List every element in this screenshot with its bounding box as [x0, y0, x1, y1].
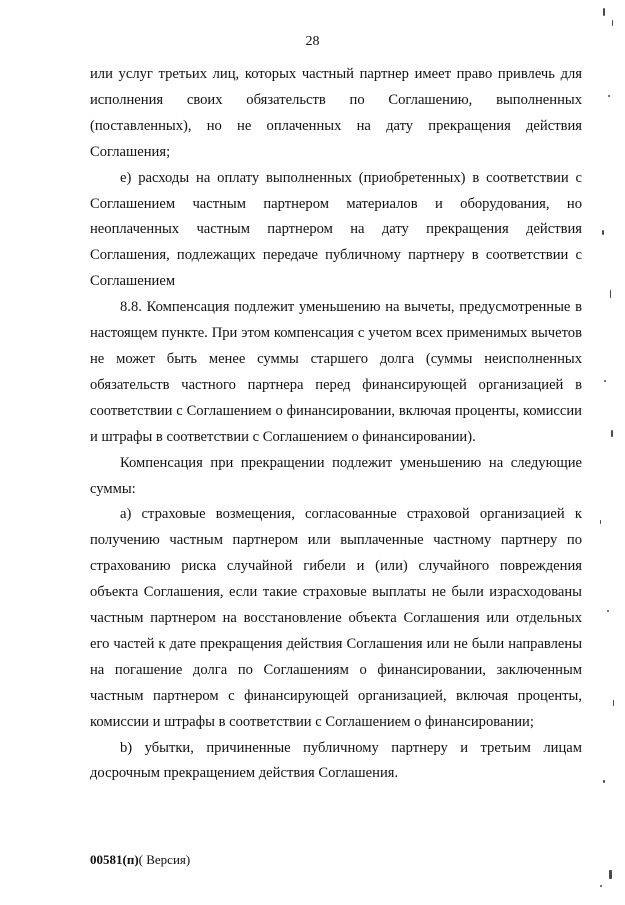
scan-speck: [608, 95, 610, 97]
paragraph-item-a: а) страховые возмещения, согласованные страховой организацией к получению частным партнером или выплаченные частному партнеру по страхованию риска случайной гибели и (или) случайного повреждения объекта Соглашения, если такие страховые выплаты не были израсходованы частным партнером на восстановление объекта Соглашения или отдельных его частей к дате прекращения действия Соглашения или не были направлены на погашение долга по Соглашениям о финансировании, заключенным частным партнером с финансирующей организацией, включая проценты, комиссии и штрафы в соответствии с Соглашением о финансировании;: [90, 506, 582, 730]
scan-speck: [612, 20, 613, 26]
scan-speck: [602, 230, 604, 235]
scan-speck: [607, 610, 609, 612]
paragraph-item-e: е) расходы на оплату выполненных (приобретенных) в соответствии с Соглашением частным партнером материалов и оборудования, но неоплаченных частным партнером на дату прекращения действия Соглашения, подлежащих передаче публичному партнеру в соответствии с Соглашением: [90, 169, 582, 290]
footer-version: ( Версия): [138, 852, 191, 867]
scan-speck: [603, 780, 605, 783]
scan-speck: [610, 290, 611, 298]
scan-speck: [600, 520, 601, 524]
scan-speck: [611, 430, 613, 437]
paragraph-clause-8-8: 8.8. Компенсация подлежит уменьшению на вычеты, предусмотренные в настоящем пункте. При этом компенсация с учетом всех применимых вычетов не может быть менее суммы старшего долга (суммы неисполненных обязательств частного партнера перед финансирующей организацией в соответствии с Соглашением о финансировании, включая проценты, комиссии и штрафы в соответствии с Соглашением о финансировании).: [90, 299, 582, 445]
footer-doc-code: 00581(п): [90, 852, 139, 867]
document-body: [90, 62, 582, 787]
paragraph-item-b: b) убытки, причиненные публичному партнеру и третьим лицам досрочным прекращением действия Соглашения.: [90, 739, 582, 782]
footer-document-id: [90, 851, 190, 869]
scan-speck: [613, 700, 614, 706]
scan-speck: [604, 380, 606, 382]
page-number: 28: [305, 34, 320, 49]
scan-speck: [609, 870, 612, 879]
scan-speck: [600, 885, 602, 887]
scan-speck: [603, 8, 605, 16]
paragraph-continuation: или услуг третьих лиц, которых частный партнер имеет право привлечь для исполнения своих обязательств по Соглашению, выполненных (поставленных), но не оплаченных на дату прекращения действия Соглашения;: [90, 66, 582, 160]
paragraph-reduction-intro: Компенсация при прекращении подлежит уменьшению на следующие суммы:: [90, 454, 582, 497]
